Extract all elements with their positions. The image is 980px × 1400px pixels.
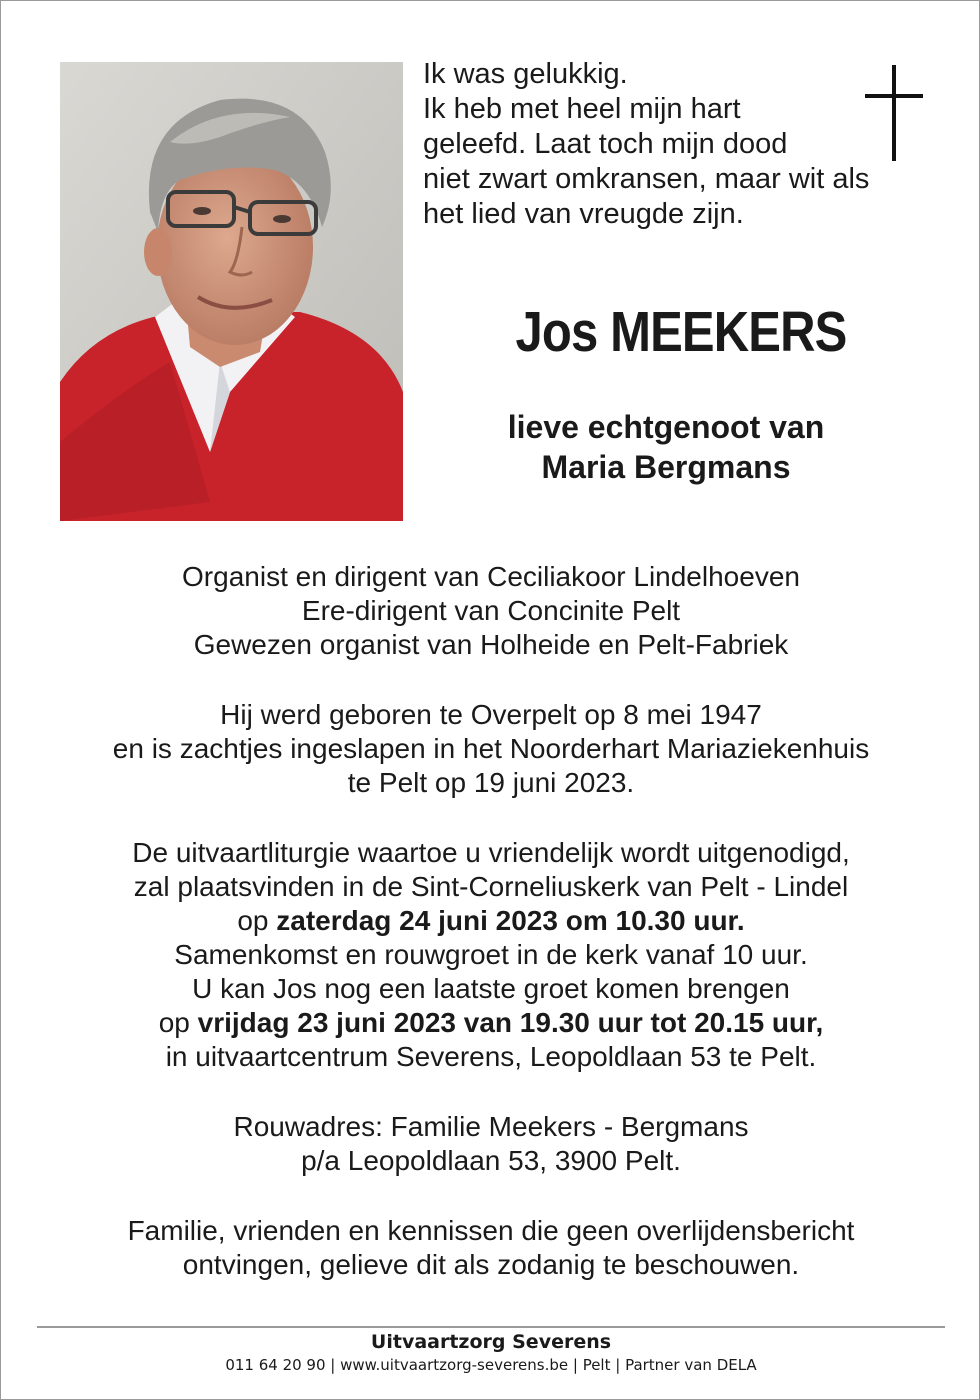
funeral-line: in uitvaartcentrum Severens, Leopoldlaan 53 te Pelt. <box>165 1041 817 1072</box>
poem-line: niet zwart omkransen, maar wit als <box>423 163 870 195</box>
birth-line: te Pelt op 19 juni 2023. <box>347 767 635 798</box>
role-line: Gewezen organist van Holheide en Pelt-Fabriek <box>193 629 789 660</box>
poem-line: Ik was gelukkig. <box>423 58 628 90</box>
closing-line: Familie, vrienden en kennissen die geen overlijdensbericht <box>127 1215 855 1246</box>
funeral-prefix: op <box>237 905 277 936</box>
birth-line: Hij werd geboren te Overpelt op 8 mei 1947 <box>220 699 762 730</box>
address-line: p/a Leopoldlaan 53, 3900 Pelt. <box>301 1145 681 1176</box>
obituary-body <box>21 560 961 1282</box>
poem <box>423 57 923 232</box>
viewing-date-line <box>21 1006 961 1040</box>
viewing-date: vrijdag 23 juni 2023 van 19.30 uur tot 20.15 uur, <box>197 1007 824 1038</box>
address-line: Rouwadres: Familie Meekers - Bergmans <box>233 1111 749 1142</box>
viewing-prefix: op <box>158 1007 198 1038</box>
spouse-name: Maria Bergmans <box>541 449 791 485</box>
spouse-relation: lieve echtgenoot van <box>507 409 825 445</box>
poem-line: geleefd. Laat toch mijn dood <box>423 128 788 160</box>
funeral-line: U kan Jos nog een laatste groet komen brengen <box>192 973 790 1004</box>
footer-divider <box>37 1326 945 1328</box>
funeral-line: zal plaatsvinden in de Sint-Corneliuskerk van Pelt - Lindel <box>133 871 849 902</box>
spouse-block <box>461 407 871 487</box>
poem-line: het lied van vreugde zijn. <box>423 198 744 230</box>
funeral-line: Samenkomst en rouwgroet in de kerk vanaf 10 uur. <box>174 939 808 970</box>
funeral-home-contact: 011 64 20 90 | www.uitvaartzorg-severens.be | Pelt | Partner van DELA <box>225 1356 757 1374</box>
closing-line: ontvingen, gelieve dit als zodanig te beschouwen. <box>182 1249 800 1280</box>
poem-line: Ik heb met heel mijn hart <box>423 93 741 125</box>
funeral-date: zaterdag 24 juni 2023 om 10.30 uur. <box>276 905 745 936</box>
portrait-photo <box>60 62 403 521</box>
role-line: Ere-dirigent van Concinite Pelt <box>301 595 681 626</box>
funeral-date-line <box>21 904 961 938</box>
deceased-name: Jos MEEKERS <box>515 300 847 364</box>
funeral-home-name: Uitvaartzorg Severens <box>370 1331 612 1353</box>
birth-line: en is zachtjes ingeslapen in het Noorderhart Mariaziekenhuis <box>112 733 870 764</box>
funeral-line: De uitvaartliturgie waartoe u vriendelijk wordt uitgenodigd, <box>132 837 850 868</box>
cross-icon <box>865 65 923 161</box>
role-line: Organist en dirigent van Ceciliakoor Lindelhoeven <box>182 561 800 592</box>
